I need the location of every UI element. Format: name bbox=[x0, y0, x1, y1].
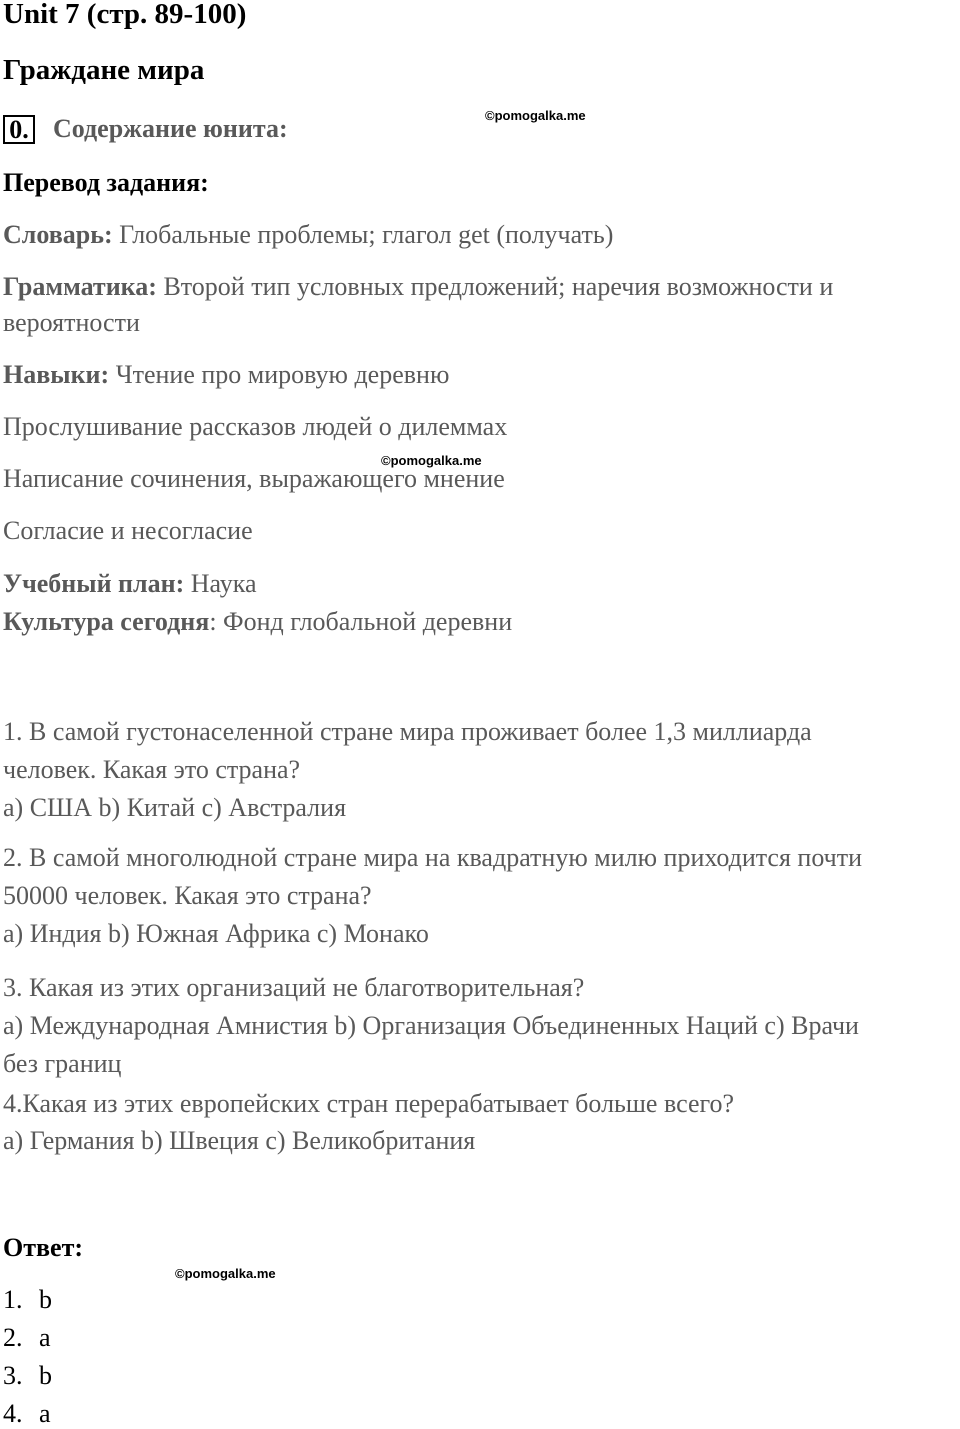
question-4-options: a) Германия b) Швеция c) Великобритания bbox=[3, 1126, 476, 1155]
page-title: Unit 7 (стр. 89-100) bbox=[3, 0, 247, 30]
answer-item bbox=[3, 1323, 51, 1353]
content-label: Словарь: bbox=[3, 220, 113, 249]
watermark: ©pomogalka.me bbox=[381, 453, 482, 468]
content-text: Согласие и несогласие bbox=[3, 516, 253, 545]
content-text: Чтение про мировую деревню bbox=[109, 360, 450, 389]
content-text: вероятности bbox=[3, 308, 140, 337]
question-1: 1. В самой густонаселенной стране мира проживает более 1,3 миллиарда bbox=[3, 717, 812, 746]
content-line-agreeing bbox=[3, 516, 253, 546]
content-text: Глобальные проблемы; глагол get (получать) bbox=[112, 220, 614, 249]
content-line-grammar bbox=[3, 272, 833, 302]
answer-value: a bbox=[39, 1323, 51, 1352]
question-2-cont: 50000 человек. Какая это страна? bbox=[3, 881, 372, 910]
content-label: Грамматика: bbox=[3, 272, 157, 301]
content-line-vocabulary bbox=[3, 220, 613, 250]
answer-value: b bbox=[39, 1285, 52, 1314]
answer-item bbox=[3, 1399, 51, 1429]
watermark: ©pomogalka.me bbox=[485, 108, 586, 123]
content-label: Учебный план: bbox=[3, 569, 185, 598]
section-number-box: 0. bbox=[3, 115, 35, 144]
question-1-cont: человек. Какая это страна? bbox=[3, 755, 301, 784]
content-text: Написание сочинения, выражающего мнение bbox=[3, 464, 505, 493]
page-subtitle: Граждане мира bbox=[3, 54, 205, 86]
question-2: 2. В самой многолюдной стране мира на квадратную милю приходится почти bbox=[3, 843, 863, 872]
content-text: : Фонд глобальной деревни bbox=[209, 607, 513, 636]
question-1-options: a) США b) Китай c) Австралия bbox=[3, 793, 347, 822]
content-line-grammar-cont bbox=[3, 308, 140, 338]
question-4: 4.Какая из этих европейских стран перерабатывает больше всего? bbox=[3, 1089, 735, 1118]
question-2-options: a) Индия b) Южная Африка c) Монако bbox=[3, 919, 429, 948]
content-line-writing bbox=[3, 464, 505, 494]
content-line-culture bbox=[3, 607, 512, 637]
answer-number: 1. bbox=[3, 1285, 23, 1314]
answer-item bbox=[3, 1285, 52, 1315]
answer-item bbox=[3, 1361, 52, 1391]
answer-number: 3. bbox=[3, 1361, 23, 1390]
content-text: Второй тип условных предложений; наречия возможности и bbox=[156, 272, 834, 301]
content-text: Прослушивание рассказов людей о дилеммах bbox=[3, 412, 508, 441]
answer-value: b bbox=[39, 1361, 52, 1390]
question-3-options-cont: без границ bbox=[3, 1049, 122, 1078]
watermark: ©pomogalka.me bbox=[175, 1266, 276, 1281]
content-line-listening bbox=[3, 412, 507, 442]
translation-heading: Перевод задания: bbox=[3, 168, 209, 197]
content-line-skills bbox=[3, 360, 449, 390]
question-3-options: a) Международная Амнистия b) Организация Объединенных Наций c) Врачи bbox=[3, 1011, 859, 1040]
content-label: Культура сегодня bbox=[3, 607, 210, 636]
answer-value: a bbox=[39, 1399, 51, 1428]
answer-heading: Ответ: bbox=[3, 1233, 84, 1262]
content-line-curriculum bbox=[3, 569, 257, 599]
answer-number: 4. bbox=[3, 1399, 23, 1428]
content-text: Наука bbox=[184, 569, 257, 598]
section-title: Содержание юнита: bbox=[53, 114, 288, 143]
answer-number: 2. bbox=[3, 1323, 23, 1352]
question-3: 3. Какая из этих организаций не благотворительная? bbox=[3, 973, 585, 1002]
content-label: Навыки: bbox=[3, 360, 110, 389]
